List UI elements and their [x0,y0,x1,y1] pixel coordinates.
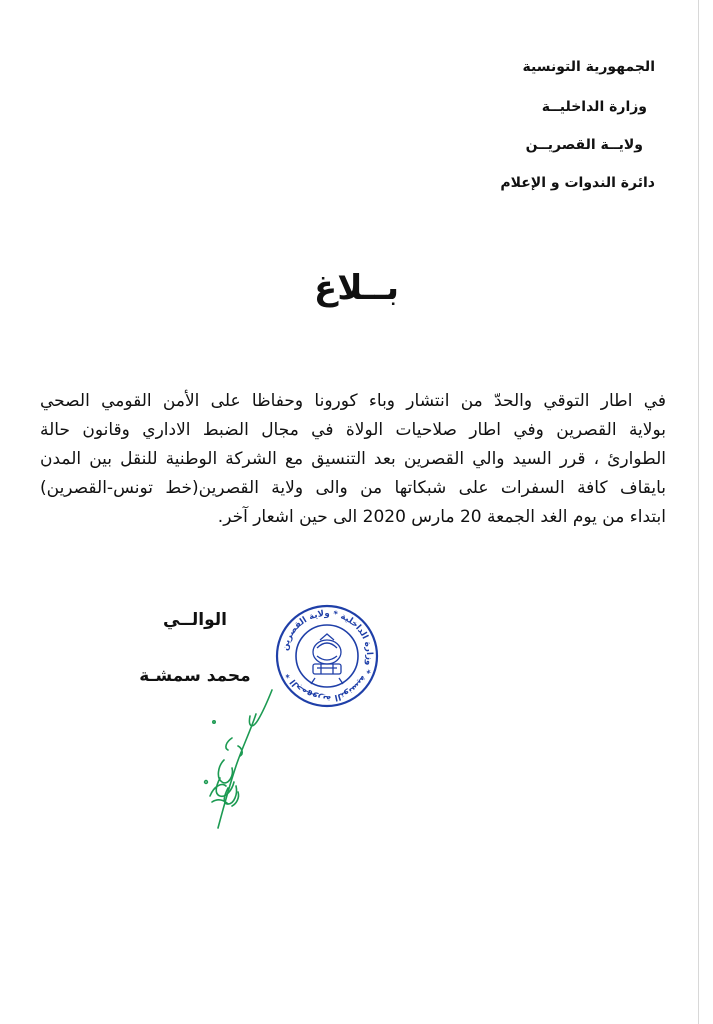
letterhead-republic: الجمهورية التونسية [522,59,655,75]
page-edge-line [698,0,699,1024]
handwritten-signature-icon [198,686,294,836]
body-line: الطوارئ ، قرر السيد والي القصرين بعد التنسيق مع الشركة الوطنية للنقل بين المدن [40,449,666,469]
letterhead-governorate: ولايــة القصريــن [525,137,643,153]
body-line: بولاية القصرين وفي اطار صلاحيات الولاة في مجال الضبط الاداري وقانون حالة [40,420,666,440]
notice-title: بــلاغ [313,268,400,308]
letterhead-department: دائرة الندوات و الإعلام [500,175,655,191]
letterhead-ministry: وزارة الداخليــة [541,99,647,115]
letterhead [395,58,655,192]
notice-body [40,387,666,532]
governor-title: الوالــي [163,610,227,630]
svg-text:الجمهورية التونسية * وزارة الد: الجمهورية التونسية * وزارة الداخلية * ولاية القصرين * [280,608,375,704]
body-line: ابتداء من يوم الغد الجمعة 20 مارس 2020 الى حين اشعار آخر. [217,507,666,527]
signature-block [115,608,275,688]
governor-name: محمد سمشـة [139,666,251,686]
body-line: بايقاف كافة السفرات على شبكاتها من والى ولاية القصرين(خط تونس-القصرين) [40,478,666,498]
body-line: في اطار التوقي والحدّ من انتشار وباء كورونا وحفاظا على الأمن القومي الصحي [40,391,666,411]
